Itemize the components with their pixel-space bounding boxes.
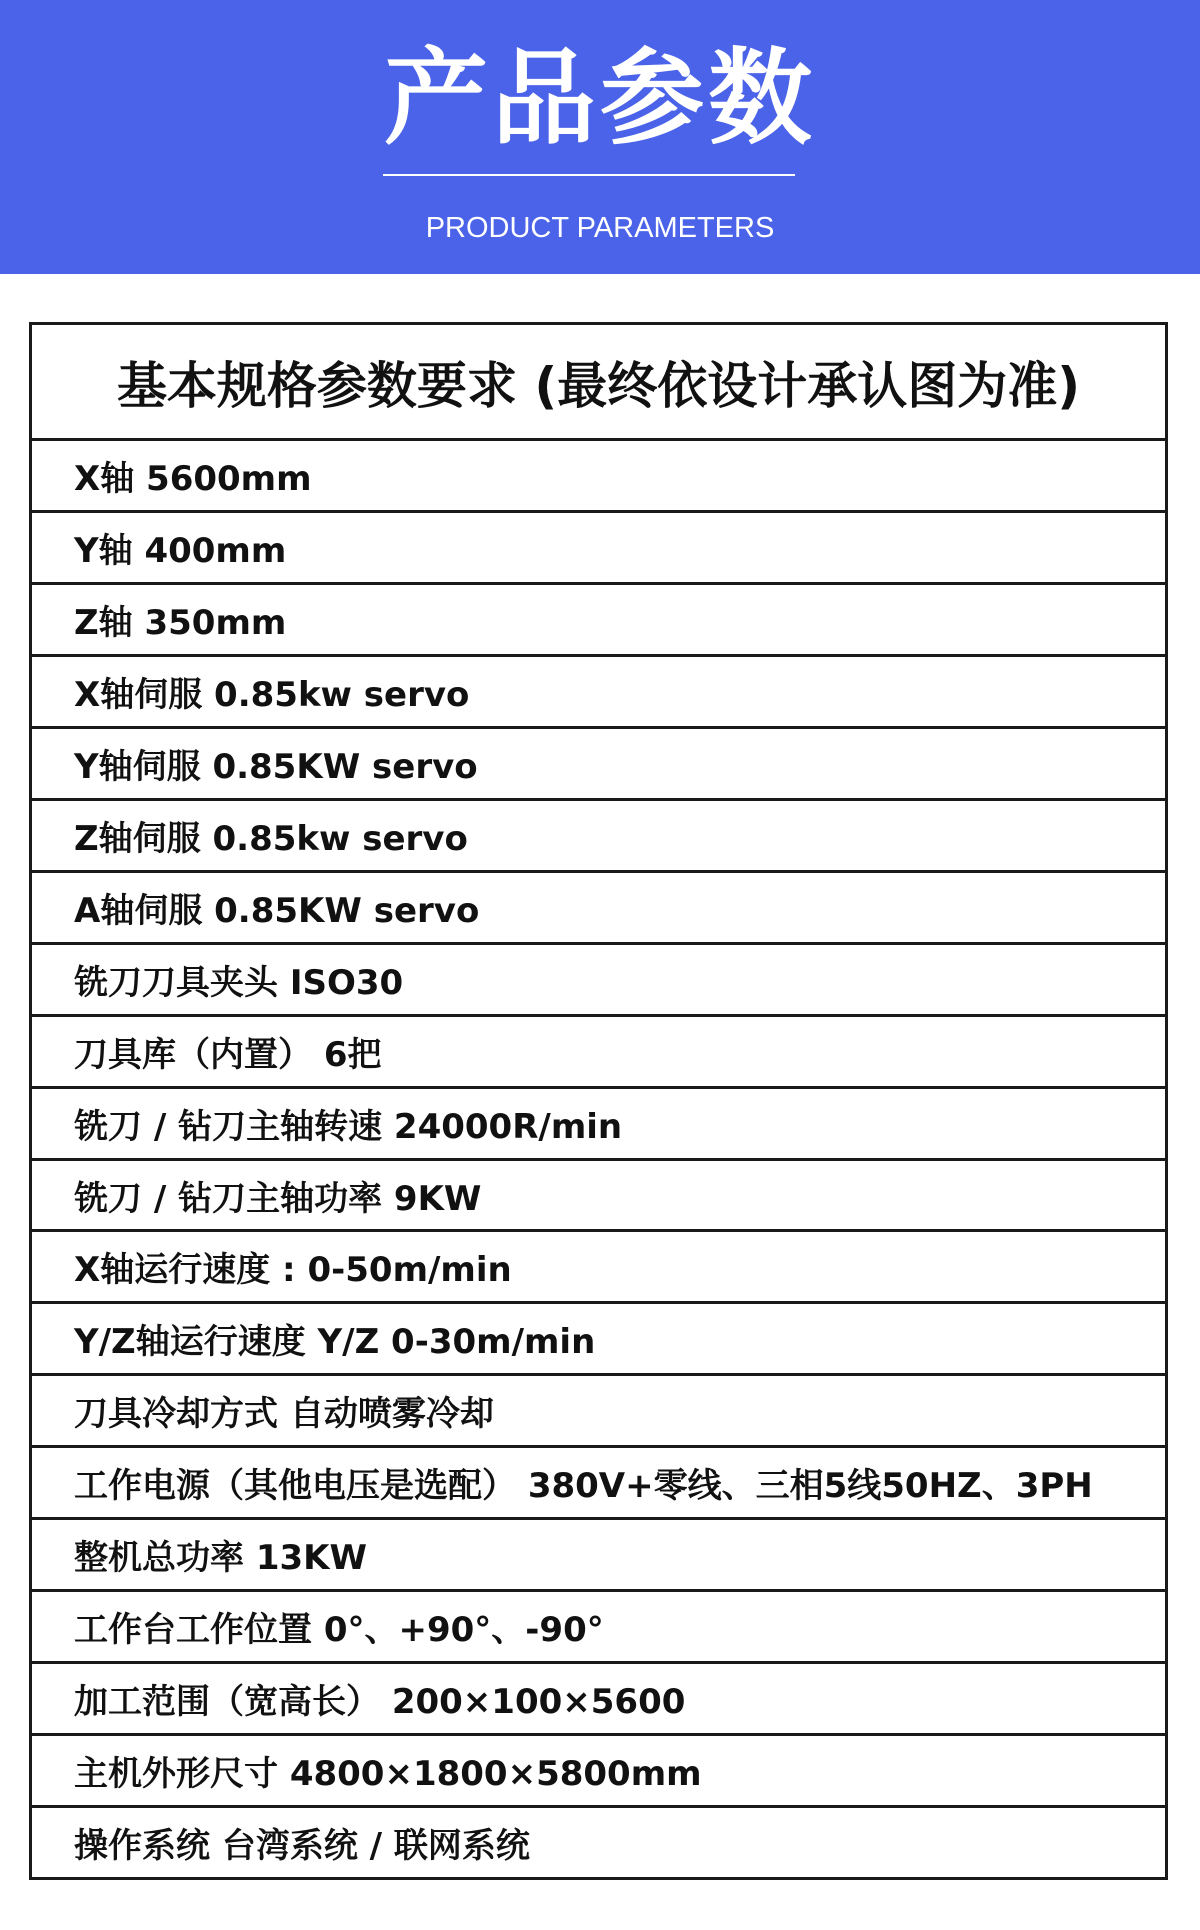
spec-row-tool-magazine: 刀具库（内置） 6把: [32, 1017, 1165, 1089]
spec-row-y-axis: Y轴 400mm: [32, 513, 1165, 585]
spec-row-x-servo: X轴伺服 0.85kw servo: [32, 657, 1165, 729]
spec-row-z-axis: Z轴 350mm: [32, 585, 1165, 657]
spec-row-tool-cooling: 刀具冷却方式 自动喷雾冷却: [32, 1376, 1165, 1448]
header-banner: [0, 0, 1200, 274]
spec-row-worktable-position: 工作台工作位置 0°、+90°、-90°: [32, 1592, 1165, 1664]
spec-row-yz-speed: Y/Z轴运行速度 Y/Z 0-30m/min: [32, 1304, 1165, 1376]
spec-row-spindle-power: 铣刀 / 钻刀主轴功率 9KW: [32, 1161, 1165, 1233]
page-title: 产品参数: [383, 37, 816, 159]
spec-row-tool-holder: 铣刀刀具夹头 ISO30: [32, 945, 1165, 1017]
spec-row-z-servo: Z轴伺服 0.85kw servo: [32, 801, 1165, 873]
spec-row-a-servo: A轴伺服 0.85KW servo: [32, 873, 1165, 945]
page-subtitle: PRODUCT PARAMETERS: [425, 212, 775, 244]
spec-row-operating-system: 操作系统 台湾系统 / 联网系统: [74, 1826, 530, 1867]
spec-row-spindle-speed: 铣刀 / 钻刀主轴转速 24000R/min: [32, 1089, 1165, 1161]
spec-row-x-speed: X轴运行速度 : 0-50m/min: [32, 1232, 1165, 1304]
spec-row-total-power: 整机总功率 13KW: [32, 1520, 1165, 1592]
spec-row-machining-range: 加工范围（宽高长） 200×100×5600: [32, 1664, 1165, 1736]
spec-row-machine-dimensions: 主机外形尺寸 4800×1800×5800mm: [32, 1736, 1165, 1808]
spec-table-rows: [32, 441, 1165, 1877]
spec-row-y-servo: Y轴伺服 0.85KW servo: [32, 729, 1165, 801]
spec-table-heading: 基本规格参数要求 (最终依设计承认图为准): [32, 325, 1165, 441]
spec-row-power-supply: 工作电源（其他电压是选配） 380V+零线、三相5线50HZ、3PH: [32, 1448, 1165, 1520]
spec-row-x-axis: X轴 5600mm: [32, 441, 1165, 513]
title-divider: [383, 174, 795, 176]
spec-table: [29, 322, 1168, 1880]
